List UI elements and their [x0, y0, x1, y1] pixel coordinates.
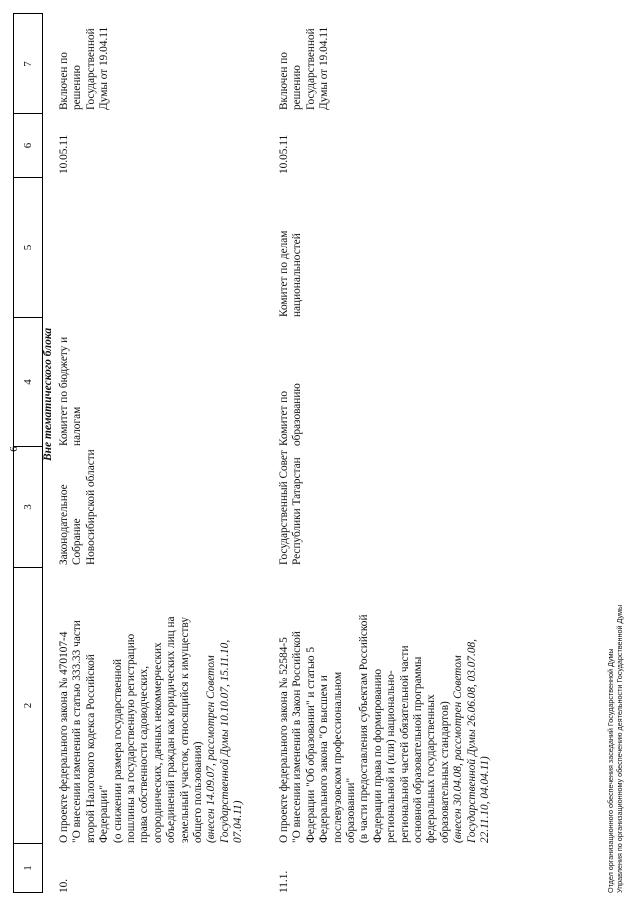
status-note: Включен по решению Государственной Думы от 19.04.11: [278, 26, 331, 110]
page-footer: [606, 293, 624, 893]
column-header: [13, 13, 43, 893]
bill-desc-line: пошлины за государственную регистрацию: [125, 633, 138, 843]
bill-desc-line: основной образовательной программы: [412, 656, 425, 843]
section-title: Вне тематического блока: [42, 327, 54, 461]
bill-desc-line: региональной и (или) национально-: [385, 670, 398, 843]
initiator: Законодательное Собрание Новосибирской области: [58, 449, 97, 565]
footer-line: Управления по организационному обеспечению деятельности Государственной Думы: [615, 604, 624, 893]
co-committee: Комитет по делам национальностей: [278, 230, 304, 317]
bill-title-line: второй Налогового кодекса Российской: [84, 654, 97, 843]
bill-title-line: образовании": [345, 777, 358, 843]
bill-desc-line: федеральных государственных: [425, 694, 438, 843]
bill-description: [278, 585, 493, 843]
column-header-6: 6: [14, 113, 42, 177]
column-header-5: 5: [14, 177, 42, 317]
footer-line: Отдел организационного обеспечения заседаний Государственной Думы: [606, 648, 615, 893]
bill-note-line: (внесен 30.04.08, рассмотрен Советом: [452, 655, 465, 843]
column-header-4: 4: [14, 317, 42, 446]
bill-title-line: послевузовском профессиональном: [331, 671, 344, 843]
consideration-date: 10.05.11: [58, 134, 70, 174]
column-header-1: 1: [14, 843, 42, 892]
bill-desc-line: (в части предоставления субъектам Российской: [358, 614, 371, 843]
row-number: 10.: [58, 878, 70, 893]
column-header-7: 7: [22, 61, 34, 67]
bill-title-line: Федерации": [98, 785, 111, 843]
bill-desc-line: права собственности садоводческих,: [138, 665, 151, 843]
column-header-2: 2: [14, 567, 42, 843]
bill-note-line: 07.04.11): [232, 800, 245, 843]
bill-desc-line: Федерации права по формированию: [371, 668, 384, 843]
bill-desc-line: (о снижении размера государственной: [111, 658, 124, 843]
bill-desc-line: земельный участок, относящийся к имуществу: [178, 616, 191, 843]
bill-note-line: (внесен 14.09.07, рассмотрен Советом: [205, 655, 218, 843]
responsible-committee: Комитет по бюджету и налогам: [58, 336, 84, 446]
bill-note-line: Государственной Думы 10.10.07, 15.11.10,: [218, 639, 231, 843]
bill-title-line: "О внесении изменений в статью 333.33 части: [71, 620, 84, 843]
initiator: Государственный Совет Республики Татарстан: [278, 450, 304, 565]
bill-title-line: О проекте федерального закона № 470107-4: [58, 631, 70, 843]
bill-title-line: "О внесении изменений в Закон Российской: [291, 631, 304, 843]
bill-note-line: 22.11.10, 04.04.11): [479, 756, 492, 843]
bill-note-line: Государственной Думы 26.06.08, 03.07.08,: [465, 639, 478, 843]
column-header-3: 3: [14, 446, 42, 567]
bill-desc-line: общего пользования): [192, 741, 205, 843]
status-note: Включен по решению Государственной Думы от 19.04.11: [58, 26, 111, 110]
bill-desc-line: образовательных стандартов): [438, 701, 451, 843]
bill-title-line: Федерации "Об образовании" и статью 5: [304, 646, 317, 843]
bill-title-line: О проекте федерального закона № 52584-5: [278, 637, 290, 843]
responsible-committee: Комитет по образованию: [278, 383, 304, 446]
page-number: 6: [8, 446, 20, 452]
row-number: 11.1.: [278, 870, 290, 893]
consideration-date: 10.05.11: [278, 134, 290, 174]
bill-title-line: Федерального закона "О высшем и: [318, 675, 331, 843]
bill-desc-line: огороднических, дачных некоммерческих: [151, 642, 164, 843]
bill-description: [58, 585, 246, 843]
bill-desc-line: объединений граждан как юридических лиц на: [165, 616, 178, 843]
bill-desc-line: региональной частей обязательной части: [398, 645, 411, 843]
